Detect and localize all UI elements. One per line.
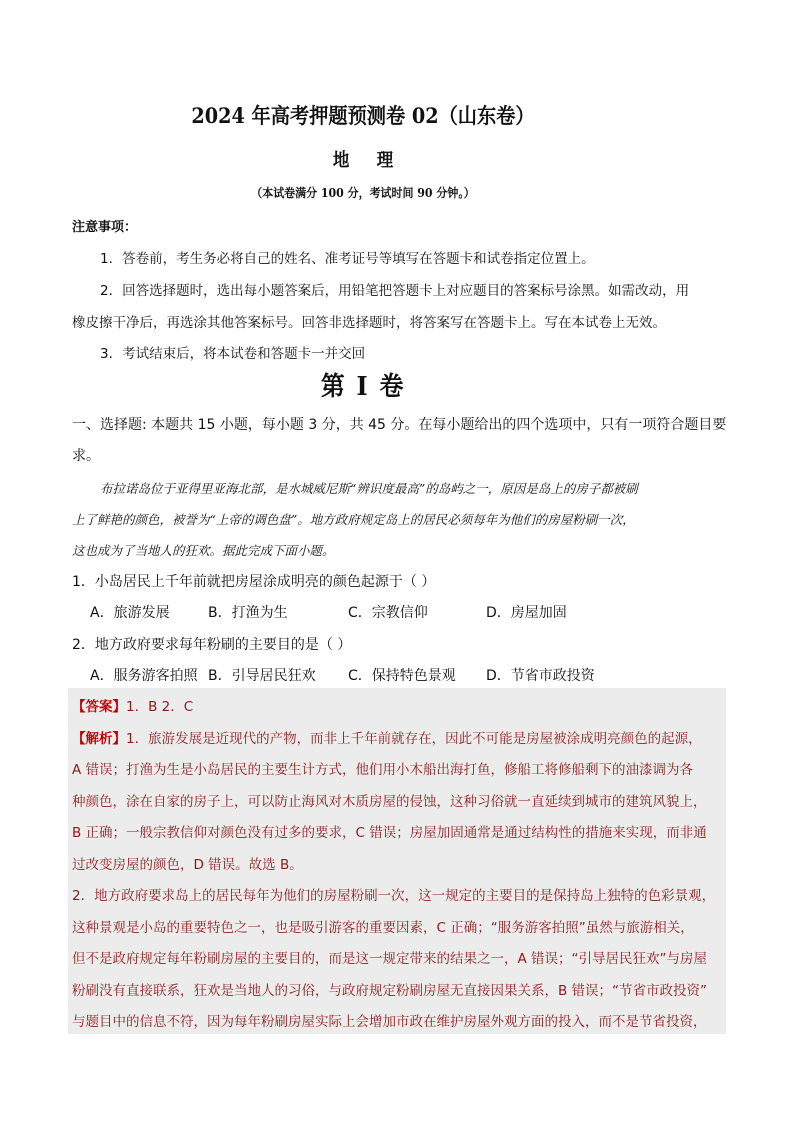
- question-1-stem: 1．小岛居民上千年前就把房屋涂成明亮的颜色起源于（ ）: [72, 574, 436, 590]
- notice-line-2b: 橡皮擦干净后，再选涂其他答案标号。回答非选择题时，将答案写在答题卡上。写在本试卷上无效。: [72, 315, 666, 331]
- question-2-option-c: C．保持特色景观: [348, 668, 456, 684]
- answer-tag: 【答案】: [72, 699, 126, 715]
- subject-heading: 地理: [332, 150, 421, 171]
- notice-line-3: 3．考试结束后，将本试卷和答题卡一并交回: [100, 346, 366, 362]
- passage-line-2: 上了鲜艳的颜色，被誉为“上帝的调色盘”。地方政府规定岛上的居民必须每年为他们的房屋粉刷一次，: [72, 512, 635, 527]
- question-2-stem: 2．地方政府要求每年粉刷的主要目的是（ ）: [72, 637, 352, 653]
- analysis-2-text-1: 2．地方政府要求岛上的居民每年为他们的房屋粉刷一次，这一规定的主要目的是保持岛上独特的色彩景观，: [72, 888, 716, 904]
- question-1-option-a: A．旅游发展: [90, 605, 170, 621]
- analysis-2-text-4: 粉刷没有直接联系，狂欢是当地人的习俗，与政府规定粉刷房屋无直接因果关系，B 错误；“节省市政投资”: [72, 983, 708, 999]
- passage-line-3: 这也成为了当地人的狂欢。据此完成下面小题。: [72, 543, 335, 558]
- score-info: （本试卷满分 100 分，考试时间 90 分钟。）: [251, 186, 475, 200]
- section-instruction-b: 求。: [72, 448, 100, 464]
- analysis-1-text-4: B 正确；一般宗教信仰对颜色没有过多的要求，C 错误；房屋加固通常是通过结构性的措施来实现，而非通: [72, 825, 707, 841]
- question-2-option-d: D．节省市政投资: [486, 668, 595, 684]
- notice-line-2a: 2．回答选择题时，选出每小题答案后，用铅笔把答题卡上对应题目的答案标号涂黑。如需改动，用: [100, 283, 690, 299]
- notice-heading: 注意事项：: [72, 220, 138, 235]
- analysis-tag: 【解析】: [72, 731, 126, 747]
- exam-title: 2024 年高考押题预测卷 02（山东卷）: [191, 103, 535, 128]
- analysis-line-1: [72, 727, 702, 747]
- question-1-option-d: D．房屋加固: [486, 605, 567, 621]
- question-1-option-b: B．打渔为生: [208, 605, 288, 621]
- question-2-option-b: B．引导居民狂欢: [208, 668, 316, 684]
- section-title: 第 I 卷: [320, 372, 406, 402]
- analysis-2-text-3: 但不是政府规定每年粉刷房屋的主要目的，而是这一规定带来的结果之一，A 错误；“引导居民狂欢”与房屋: [72, 951, 708, 967]
- analysis-1-text-3: 种颜色，涂在自家的房子上，可以防止海风对木质房屋的侵蚀，这种习俗就一直延续到城市的建筑风貌上，: [72, 794, 707, 810]
- analysis-1-text-5: 过改变房屋的颜色，D 错误。故选 B。: [72, 857, 303, 873]
- analysis-2-text-2: 这种景观是小岛的重要特色之一，也是吸引游客的重要因素，C 正确；“服务游客拍照”虽然与旅游相关，: [72, 920, 694, 936]
- analysis-1-text-1: 1．旅游发展是近现代的产物，而非上千年前就存在，因此不可能是房屋被涂成明亮颜色的起源，: [126, 731, 702, 747]
- answer-line: [72, 695, 193, 715]
- answer-value: 1．B 2．C: [126, 699, 194, 715]
- analysis-2-text-5: 与题目中的信息不符，因为每年粉刷房屋实际上会增加市政在维护房屋外观方面的投入，而不是节省投资，: [72, 1014, 707, 1030]
- section-instruction-a: 一、选择题: 本题共 15 小题，每小题 3 分，共 45 分。在每小题给出的四个选项中，只有一项符合题目要: [72, 417, 727, 433]
- notice-line-1: 1．答卷前，考生务必将自己的姓名、准考证号等填写在答题卡和试卷指定位置上。: [100, 251, 595, 267]
- question-1-option-c: C．宗教信仰: [348, 605, 428, 621]
- passage-line-1: 布拉诺岛位于亚得里亚海北部，是水城威尼斯“辨识度最高”的岛屿之一，原因是岛上的房子都被刷: [100, 481, 638, 496]
- analysis-1-text-2: A 错误；打渔为生是小岛居民的主要生计方式，他们用小木船出海打鱼，修船工将修船剩下的油漆调为各: [72, 762, 694, 778]
- question-2-option-a: A．服务游客拍照: [90, 668, 198, 684]
